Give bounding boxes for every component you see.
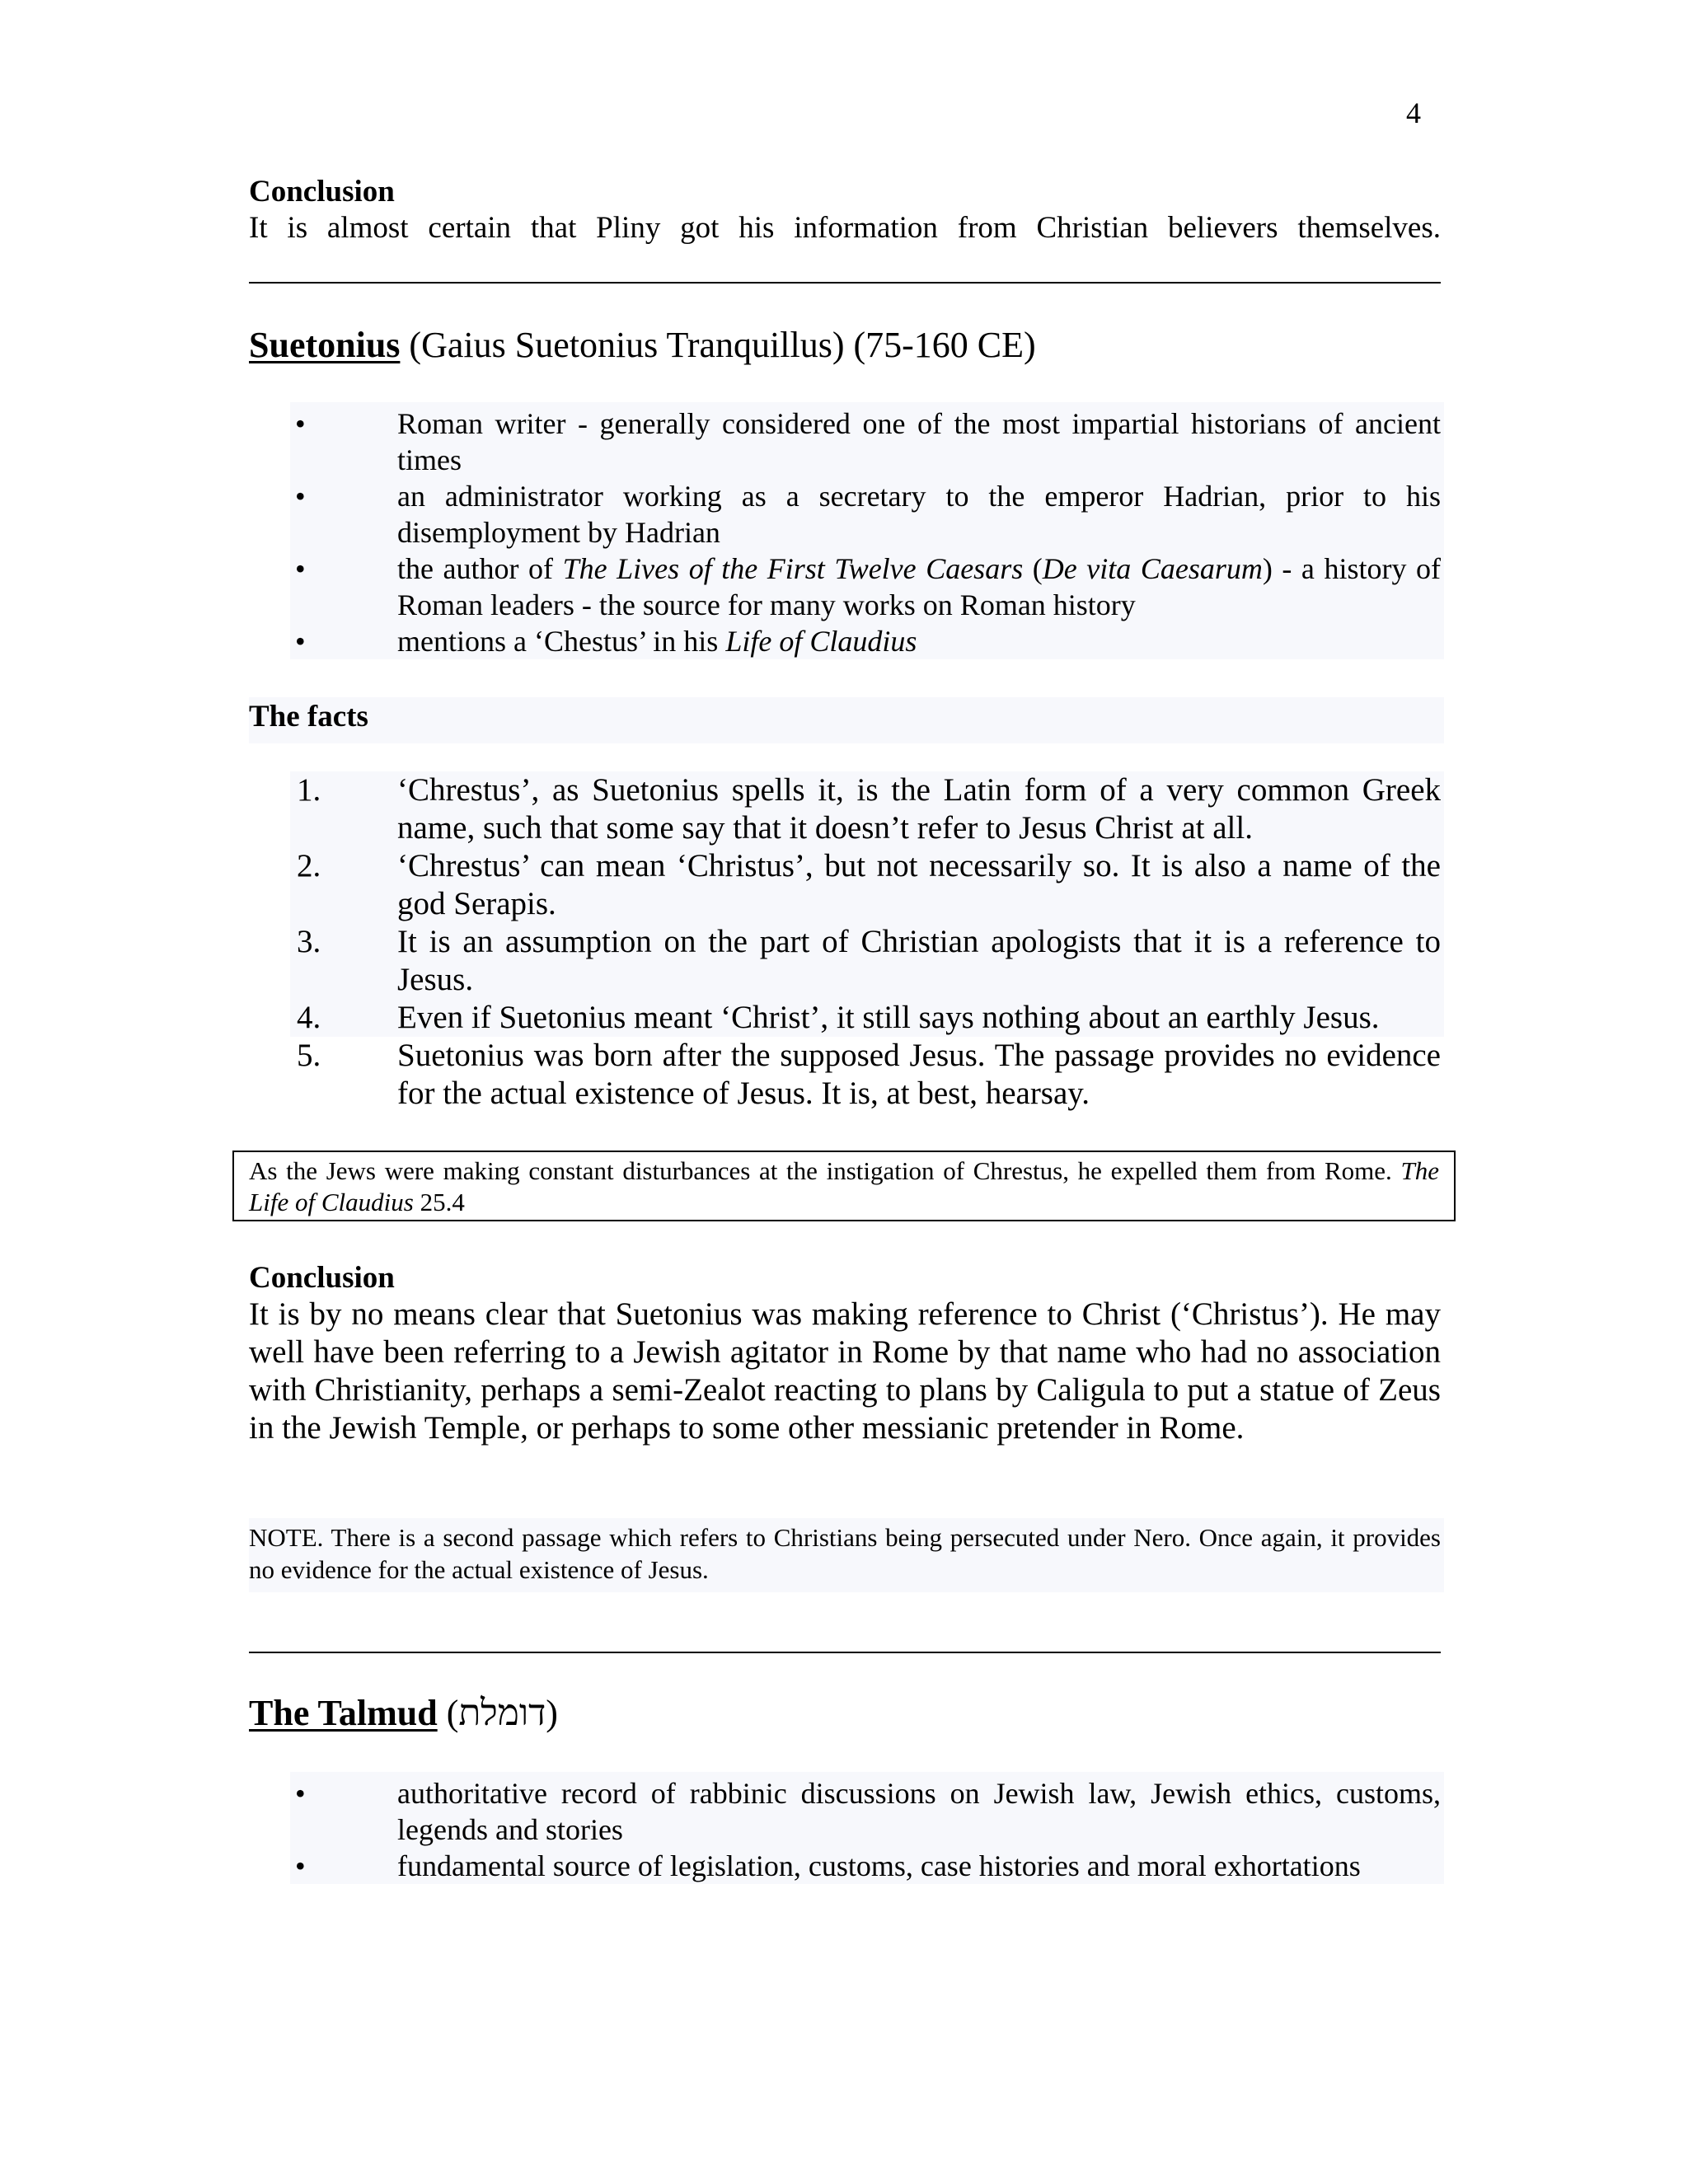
section-divider [249,1652,1441,1653]
pliny-conclusion-text: It is almost certain that Pliny got his information from Christian believers themselves. [249,211,1441,245]
quotation-source: The Life of Claudius [249,1156,1439,1216]
suetonius-conclusion-text: It is by no means clear that Suetonius was making reference to Christ (‘Christus’). He may well have been referring to a Jewish agitator in Rome by that name who had no association with Christianity, perhaps a semi-Zealot reacting to plans by Caligula to put a statue of Zeus in the Jewish Temple, or perhaps to some other messianic pretender in Rome. [249,1296,1441,1446]
page-number: 4 [1406,96,1421,129]
fact-text: ‘Chrestus’ can mean ‘Christus’, but not necessarily so. It is also a name of the god Serapis. [397,848,1441,921]
talmud-title: The Talmud [249,1693,438,1733]
suetonius-conclusion-heading: Conclusion [249,1261,395,1295]
list-item [290,1775,1441,1848]
suetonius-subtitle: (Gaius Suetonius Tranquillus) (75-160 CE) [400,325,1036,365]
facts-list [290,771,1441,1113]
suetonius-bullet-list [290,405,1441,659]
list-item [290,551,1441,623]
bullet-text: mentions a ‘Chestus’ in his Life of Claudius [397,625,917,658]
bullet-marker: • [295,552,306,585]
pliny-conclusion-heading: Conclusion [249,175,395,209]
list-item [290,771,1441,847]
bullet-marker: • [295,1777,306,1810]
talmud-section-title: The Talmud (דומלת) [249,1693,558,1733]
bullet-text: authoritative record of rabbinic discussions on Jewish law, Jewish ethics, customs, legends and stories [397,1777,1441,1846]
bullet-text: the author of The Lives of the First Twelve Caesars (De vita Caesarum) - a history of Roman leaders - the source for many works on Roman history [397,552,1441,621]
fact-text: ‘Chrestus’, as Suetonius spells it, is the Latin form of a very common Greek name, such that some say that it doesn’t refer to Jesus Christ at all. [397,772,1441,846]
list-item [290,405,1441,478]
list-item [290,478,1441,551]
number-marker: 3. [297,924,321,959]
fact-text: Suetonius was born after the supposed Jesus. The passage provides no evidence for the actual existence of Jesus. It is, at best, hearsay. [397,1038,1441,1111]
suetonius-title: Suetonius [249,325,401,365]
suetonius-section-title [249,323,1036,368]
list-item [290,999,1441,1037]
fact-text: Even if Suetonius meant ‘Christ’, it still says nothing about an earthly Jesus. [397,1000,1380,1035]
book-title: Life of Claudius [725,625,917,658]
list-item [290,923,1441,999]
bullet-marker: • [295,407,306,440]
bullet-text: Roman writer - generally considered one of the most impartial historians of ancient times [397,407,1441,476]
fact-text: It is an assumption on the part of Christian apologists that it is a reference to Jesus. [397,924,1441,997]
number-marker: 2. [297,848,321,883]
bullet-marker: • [295,1849,306,1882]
book-latin-title: De vita Caesarum [1042,552,1263,585]
quotation-box [232,1151,1456,1221]
quotation-text: As the Jews were making constant disturbances at the instigation of Chrestus, he expelled them from Rome. [249,1156,1401,1185]
bullet-marker: • [295,625,306,658]
list-item [290,1037,1441,1113]
bullet-text: an administrator working as a secretary to the emperor Hadrian, prior to his disemployment by Hadrian [397,480,1441,549]
number-marker: 1. [297,772,321,808]
section-divider [249,282,1441,284]
book-title: The Lives of the First Twelve Caesars [562,552,1024,585]
number-marker: 5. [297,1038,321,1073]
talmud-hebrew-name: דומלת [458,1693,546,1733]
quotation-reference: 25.4 [413,1188,465,1216]
list-item [290,847,1441,923]
list-item [290,1848,1441,1884]
number-marker: 4. [297,1000,321,1035]
bullet-marker: • [295,480,306,513]
talmud-bullet-list [290,1775,1441,1884]
bullet-text: fundamental source of legislation, customs, case histories and moral exhortations [397,1849,1361,1882]
list-item [290,623,1441,659]
facts-heading: The facts [249,700,368,733]
note-text: NOTE. There is a second passage which refers to Christians being persecuted under Nero. Once again, it provides no evidence for the actual existence of Jesus. [249,1523,1441,1584]
